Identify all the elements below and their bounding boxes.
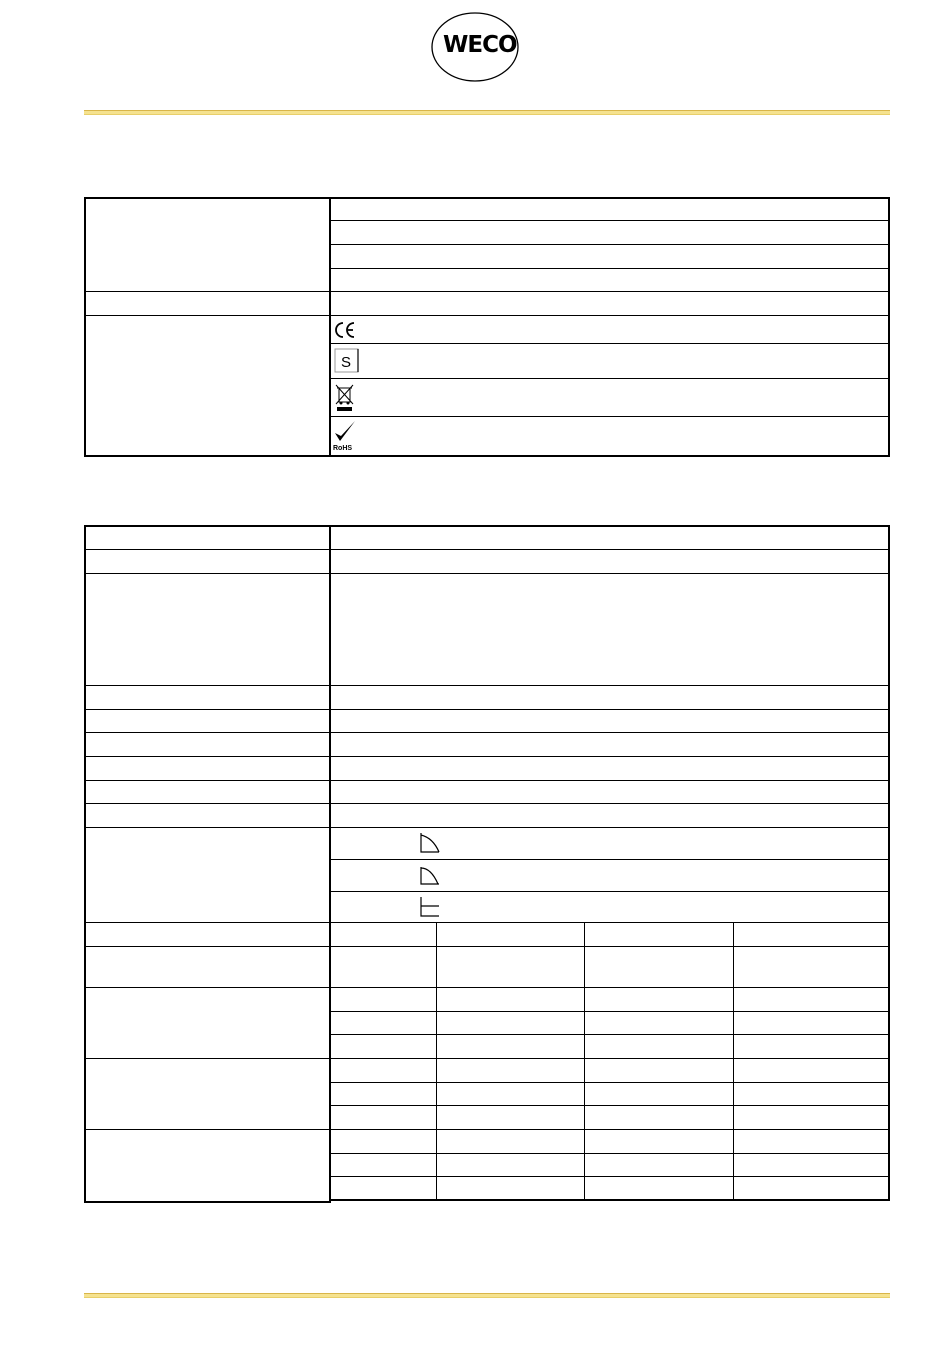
bottom-rule xyxy=(84,1293,890,1298)
svg-text:S: S xyxy=(341,354,352,371)
weee-bin-icon xyxy=(334,383,356,413)
curve-drooping-icon xyxy=(419,864,443,886)
svg-text:RoHS: RoHS xyxy=(333,445,353,452)
rohs-check-icon xyxy=(333,420,361,452)
logo-text: WECO xyxy=(443,32,517,58)
top-rule xyxy=(84,110,890,115)
s-mark-icon xyxy=(334,348,360,374)
curve-drooping-icon xyxy=(419,832,443,854)
ce-mark-icon xyxy=(334,320,358,340)
curve-constant-voltage-icon xyxy=(419,896,443,918)
logo xyxy=(431,12,519,82)
